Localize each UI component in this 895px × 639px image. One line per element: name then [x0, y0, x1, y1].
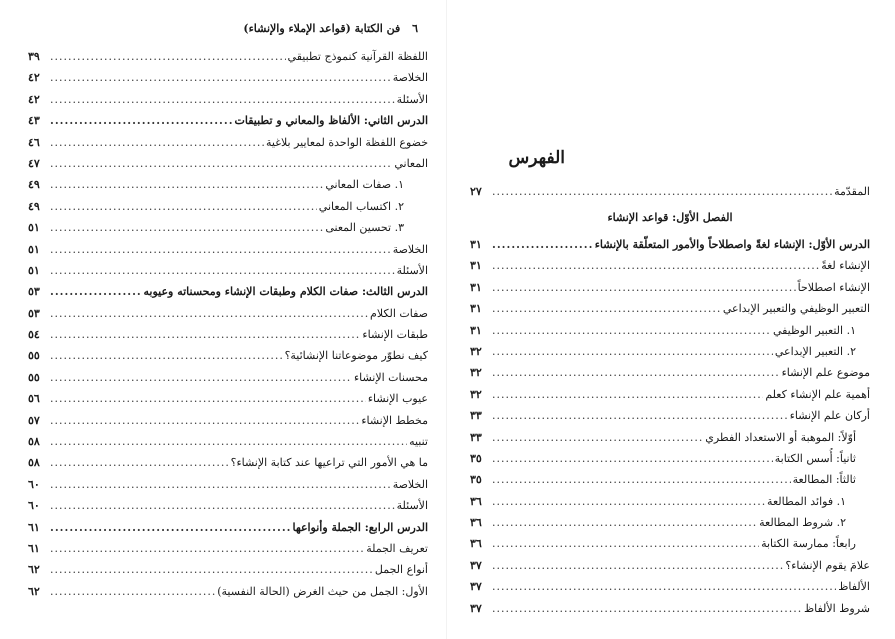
- toc-entry-page: ٣٧: [470, 601, 482, 615]
- toc-entry-text: الدرس الثالث: صفات الكلام وطبقات الإنشاء ومحسناته وعيوبه: [143, 285, 428, 299]
- leader-dots: [492, 576, 836, 597]
- toc-entry[interactable]: [28, 67, 428, 88]
- toc-entry[interactable]: [470, 427, 870, 448]
- toc-entry-text: ٢. اكتساب المعاني: [318, 199, 404, 213]
- toc-entry-page: ٣٩: [28, 50, 40, 63]
- toc-entry[interactable]: [470, 448, 870, 469]
- toc-entry[interactable]: [28, 452, 428, 473]
- toc-entry-text: ما هي الأمور التي تراعيها عند كتابة الإنشاء؟: [230, 456, 428, 470]
- toc-entry-page: ٥١: [28, 242, 40, 256]
- toc-entry-text: شروط الألفاظ: [803, 601, 870, 615]
- leader-dots: [50, 345, 283, 366]
- header-page-number: ٦: [412, 22, 418, 35]
- leader-dots: [492, 512, 757, 533]
- leader-dots: [492, 448, 773, 469]
- toc-entry[interactable]: [470, 298, 870, 319]
- toc-entry[interactable]: [28, 132, 428, 153]
- toc-entry[interactable]: [28, 431, 428, 452]
- leader-dots: [50, 281, 142, 302]
- toc-entry-text: الإنشاء اصطلاحاً: [797, 280, 870, 294]
- toc-entry[interactable]: [28, 196, 428, 217]
- toc-entry-page: ٣٥: [470, 473, 482, 487]
- toc-entry-page: ٣١: [470, 302, 482, 316]
- toc-entry-text: علامَ يقوم الإنشاء؟: [785, 558, 870, 572]
- toc-section-entry[interactable]: [28, 517, 428, 538]
- toc-entry[interactable]: [470, 341, 870, 362]
- leader-dots: [50, 260, 395, 281]
- toc-entry[interactable]: [470, 320, 870, 341]
- toc-list-right: [470, 234, 870, 619]
- toc-entry-text: المعاني: [394, 156, 428, 170]
- toc-entry-page: ٥٨: [28, 456, 40, 470]
- leader-dots: [50, 153, 392, 174]
- toc-entry-page: ٦١: [28, 541, 40, 555]
- leader-dots: [50, 132, 264, 153]
- toc-entry[interactable]: [28, 89, 428, 110]
- leader-dots: [50, 367, 352, 388]
- leader-dots: [50, 474, 391, 495]
- toc-entry-text: الدرس الأوّل: الإنشاء لغةً واصطلاحاً والأمور المتعلّقة بالإنشاء: [594, 238, 870, 251]
- leader-dots: [492, 298, 721, 319]
- toc-list-left: [28, 46, 428, 602]
- leader-dots: [50, 559, 373, 580]
- leader-dots: [492, 384, 763, 405]
- toc-entry-text: محسنات الإنشاء: [353, 370, 428, 384]
- toc-entry[interactable]: [28, 538, 428, 559]
- toc-entry-page: ٣١: [470, 259, 482, 273]
- toc-entry[interactable]: [28, 324, 428, 345]
- toc-section-entry[interactable]: [28, 110, 428, 131]
- toc-entry-page: ٣٦: [470, 516, 482, 530]
- leader-dots: [50, 517, 291, 538]
- toc-entry[interactable]: [28, 581, 428, 602]
- toc-entry[interactable]: [28, 303, 428, 324]
- toc-entry-page: ٥٤: [28, 328, 40, 342]
- leader-dots: [50, 388, 366, 409]
- leader-dots: [50, 303, 368, 324]
- toc-entry-text: الإنشاء لغةً: [821, 259, 870, 273]
- toc-entry-page: ٦٠: [28, 499, 40, 513]
- toc-entry-text: الدرس الثاني: الألفاظ والمعاني و تطبيقات: [234, 114, 428, 128]
- toc-entry-page: ٥١: [28, 221, 40, 235]
- leader-dots: [492, 277, 796, 298]
- leader-dots: [492, 555, 783, 576]
- toc-entry-page: ٣٢: [470, 366, 482, 380]
- toc-entry-text: الأسئلة: [396, 263, 428, 277]
- toc-entry-page: ٥٧: [28, 413, 40, 427]
- toc-entry[interactable]: [28, 345, 428, 366]
- toc-entry[interactable]: [28, 174, 428, 195]
- toc-entry[interactable]: [470, 469, 870, 490]
- toc-entry-text: ١. فوائد المطالعة: [767, 494, 846, 508]
- toc-entry-text: ثانياً: أُسس الكتابة: [774, 451, 856, 465]
- toc-entry-page: ٣٧: [470, 558, 482, 572]
- toc-entry-page: ٣٣: [470, 430, 482, 444]
- toc-entry-page: ٣١: [470, 238, 482, 251]
- leader-dots: [50, 46, 286, 67]
- toc-entry-text: رابعاً: ممارسة الكتابة: [761, 537, 856, 551]
- toc-entry[interactable]: [28, 388, 428, 409]
- toc-entry-text: موضوع علم الإنشاء: [781, 366, 870, 380]
- leader-dots: [492, 469, 791, 490]
- toc-entry[interactable]: [470, 576, 870, 597]
- leader-dots: [492, 598, 802, 619]
- left-page: [28, 0, 428, 639]
- toc-entry[interactable]: [470, 512, 870, 533]
- toc-entry-page: ٣٧: [470, 580, 482, 594]
- toc-entry-text: تعريف الجملة: [366, 541, 428, 555]
- toc-entry[interactable]: [28, 46, 428, 67]
- toc-entry-text: الدرس الرابع: الجملة وأنواعها: [292, 520, 428, 534]
- toc-entry-page: ٥٣: [28, 306, 40, 320]
- toc-entry-text: ١. صفات المعاني: [325, 178, 404, 192]
- leader-dots: [50, 431, 407, 452]
- toc-entry-text: ٣. تحسين المعنى: [325, 221, 404, 235]
- toc-entry-text: صفات الكلام: [370, 306, 428, 320]
- leader-dots: [50, 110, 233, 131]
- toc-entry[interactable]: [28, 239, 428, 260]
- book-gutter: [446, 0, 447, 639]
- toc-entry-intro[interactable]: [470, 181, 870, 202]
- leader-dots: [50, 495, 395, 516]
- toc-entry-page: ٥١: [28, 263, 40, 277]
- toc-entry[interactable]: [470, 555, 870, 576]
- header-title: فن الكتابة (قواعد الإملاء والإنشاء): [243, 22, 401, 35]
- leader-dots: [50, 581, 215, 602]
- toc-entry[interactable]: [28, 495, 428, 516]
- toc-entry-page: ٣١: [470, 280, 482, 294]
- leader-dots: [492, 234, 593, 255]
- leader-dots: [50, 196, 317, 217]
- toc-entry-page: ٣٣: [470, 409, 482, 423]
- toc-entry[interactable]: [28, 153, 428, 174]
- toc-entry[interactable]: [470, 598, 870, 619]
- toc-entry-text: كيف نطوّر موضوعاتنا الإنشائية؟: [284, 349, 428, 363]
- toc-entry-text: ٢. التعبير الإبداعي: [774, 344, 856, 358]
- chapter-heading: الفصل الأوّل: قواعد الإنشاء: [607, 211, 733, 224]
- toc-entry-page: ٣٦: [470, 537, 482, 551]
- toc-section-entry[interactable]: [470, 234, 870, 255]
- toc-entry-page: ٥٣: [28, 285, 40, 299]
- toc-entry-text: الألفاظ: [838, 580, 870, 594]
- leader-dots: [50, 538, 364, 559]
- toc-entry-page: ٥٦: [28, 392, 40, 406]
- toc-entry-page: ٤٩: [28, 199, 40, 213]
- toc-entry-text: أركان علم الإنشاء: [789, 409, 870, 423]
- toc-entry[interactable]: [28, 217, 428, 238]
- toc-intro: [470, 181, 870, 202]
- toc-entry[interactable]: [470, 491, 870, 512]
- toc-entry[interactable]: [470, 533, 870, 554]
- toc-entry-page: ٤٦: [28, 135, 40, 149]
- toc-entry-text: الخلاصة: [392, 477, 428, 491]
- right-page: [470, 0, 870, 639]
- toc-entry-page: ٥٥: [28, 370, 40, 384]
- toc-entry-page: ٦٢: [28, 584, 40, 598]
- toc-entry-text: اللفظة القرآنية كنموذج تطبيقي: [287, 50, 428, 63]
- leader-dots: [50, 89, 395, 110]
- leader-dots: [50, 239, 391, 260]
- leader-dots: [492, 362, 780, 383]
- toc-entry[interactable]: [28, 410, 428, 431]
- page-title: الفهرس: [508, 148, 565, 168]
- toc-entry-text: التعبير الوظيفي والتعبير الإبداعي: [722, 302, 870, 316]
- leader-dots: [492, 341, 773, 362]
- toc-section-entry[interactable]: [28, 281, 428, 302]
- toc-entry-text: أوّلاً: الموهبة أو الاستعداد الفطري: [705, 430, 856, 444]
- toc-entry-page: ٣٥: [470, 451, 482, 465]
- toc-entry[interactable]: [470, 362, 870, 383]
- toc-entry-text: أنواع الجمل: [374, 563, 428, 577]
- leader-dots: [492, 255, 819, 276]
- toc-entry-text: طبقات الإنشاء: [362, 328, 428, 342]
- toc-entry-text: الأسئلة: [396, 499, 428, 513]
- leader-dots: [492, 491, 765, 512]
- toc-entry-text: ثالثاً: المطالعة: [792, 473, 856, 487]
- toc-entry-page: ٢٧: [470, 185, 482, 198]
- toc-entry-page: ٣٢: [470, 344, 482, 358]
- toc-entry-text: أهمية علم الإنشاء كعلم: [765, 387, 870, 401]
- toc-entry-text: المقدّمة: [834, 185, 870, 198]
- leader-dots: [492, 320, 771, 341]
- toc-entry-page: ٥٨: [28, 435, 40, 449]
- toc-entry-page: ٣٦: [470, 494, 482, 508]
- leader-dots: [492, 405, 788, 426]
- toc-entry[interactable]: [28, 367, 428, 388]
- toc-entry-page: ٤٢: [28, 71, 40, 85]
- toc-entry-text: الأسئلة: [396, 92, 428, 106]
- toc-entry-page: ٤٩: [28, 178, 40, 192]
- toc-entry[interactable]: [470, 255, 870, 276]
- toc-entry-text: عيوب الإنشاء: [367, 392, 428, 406]
- toc-entry-text: ٢. شروط المطالعة: [759, 516, 846, 530]
- toc-entry-page: ٤٢: [28, 92, 40, 106]
- toc-entry-page: ٦١: [28, 520, 40, 534]
- toc-entry-text: الأول: الجمل من حيث الغرض (الحالة النفسية): [217, 584, 428, 598]
- toc-entry-page: ٦٠: [28, 477, 40, 491]
- leader-dots: [50, 410, 359, 431]
- toc-entry-page: ٦٢: [28, 563, 40, 577]
- toc-entry[interactable]: [28, 260, 428, 281]
- toc-entry-text: ١. التعبير الوظيفي: [772, 323, 856, 337]
- toc-entry[interactable]: [470, 277, 870, 298]
- toc-entry-text: الخلاصة: [392, 242, 428, 256]
- toc-entry-page: ٣١: [470, 323, 482, 337]
- toc-entry-page: ٥٥: [28, 349, 40, 363]
- leader-dots: [50, 174, 323, 195]
- toc-entry-page: ٤٧: [28, 156, 40, 170]
- toc-entry-text: مخطط الإنشاء: [361, 413, 428, 427]
- toc-entry-text: تنبيه: [409, 435, 428, 449]
- leader-dots: [50, 67, 391, 88]
- leader-dots: [492, 533, 759, 554]
- toc-entry-page: ٤٣: [28, 114, 40, 128]
- toc-entry-page: ٣٢: [470, 387, 482, 401]
- toc-entry[interactable]: [28, 559, 428, 580]
- leader-dots: [50, 452, 229, 473]
- leader-dots: [492, 427, 703, 448]
- toc-entry[interactable]: [28, 474, 428, 495]
- toc-entry[interactable]: [470, 384, 870, 405]
- toc-entry-text: خضوع اللفظة الواحدة لمعايير بلاغية: [265, 135, 428, 149]
- leader-dots: [492, 181, 832, 202]
- toc-entry[interactable]: [470, 405, 870, 426]
- leader-dots: [50, 324, 360, 345]
- leader-dots: [50, 217, 323, 238]
- running-header: [243, 22, 418, 35]
- toc-entry-text: الخلاصة: [392, 71, 428, 85]
